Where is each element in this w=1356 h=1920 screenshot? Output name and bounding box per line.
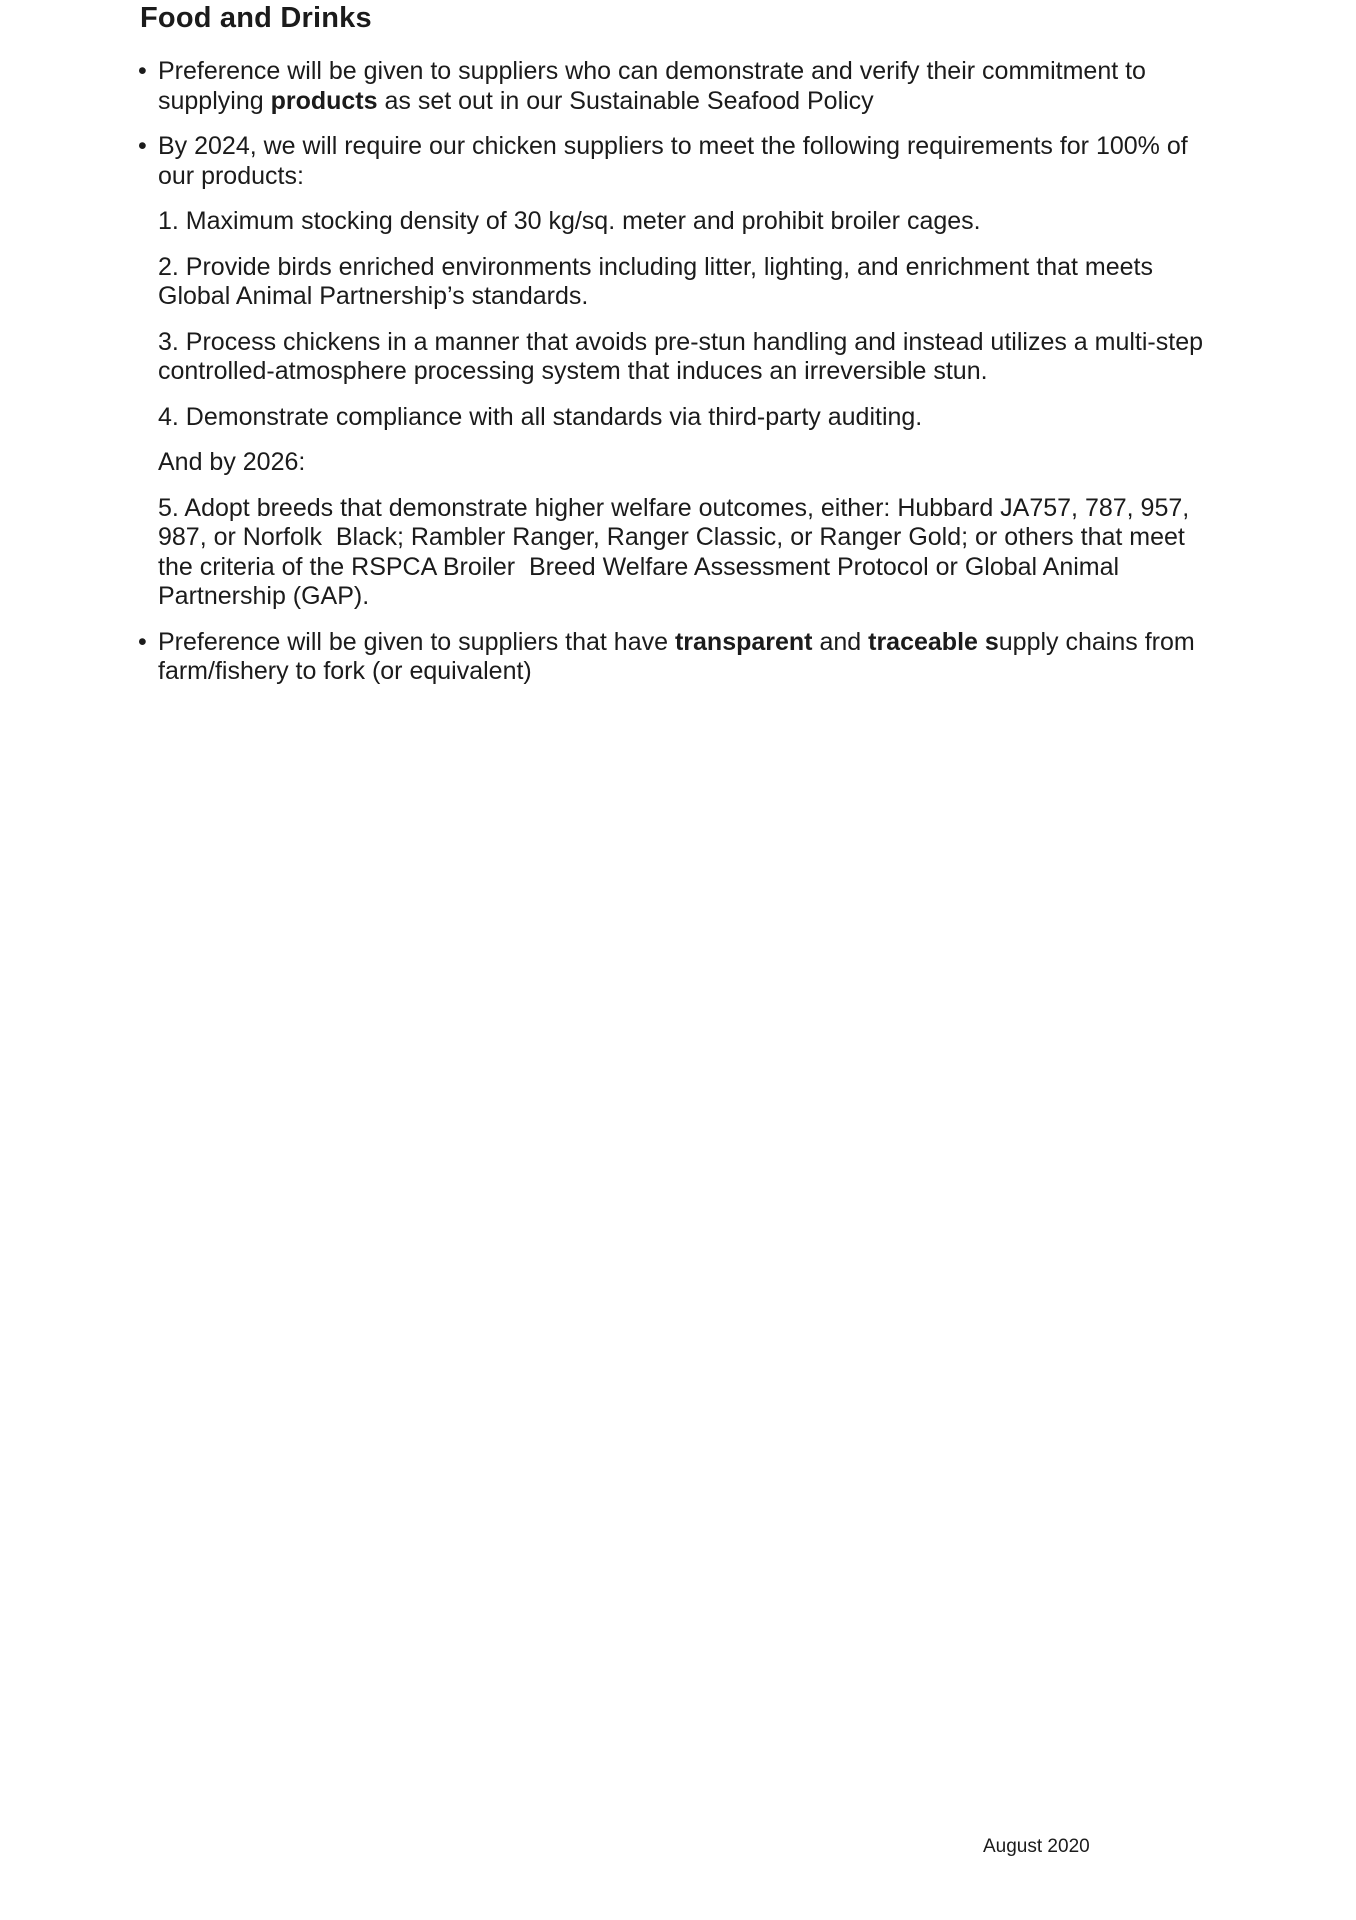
footer-date: August 2020 <box>983 1836 1090 1857</box>
indented-paragraph <box>158 253 1208 312</box>
bullet-item <box>138 57 1208 116</box>
page-title: Food and Drinks <box>140 2 372 34</box>
document-body <box>140 57 1356 687</box>
paragraph-text: 4. Demonstrate compliance with all standards via third-party auditing. <box>158 402 923 431</box>
bullet-item <box>138 627 1208 687</box>
indented-paragraph <box>158 448 1208 478</box>
paragraph-text: 5. Adopt breeds that demonstrate higher welfare outcomes, either: Hubbard JA757, 787, 957, 987, or Norfolk Black; Rambler Ranger, Ranger Classic, or Ranger Gold; or others that meet the criteria of the RSPCA Broiler Breed Welfare Assessment Protocol or Global Animal Partnership (GAP). <box>158 493 1197 610</box>
paragraph-text: 3. Process chickens in a manner that avoids pre-stun handling and instead utilizes a multi-step controlled-atmosphere processing system that induces an irreversible stun. <box>158 327 1210 385</box>
indented-paragraph <box>158 494 1208 612</box>
paragraph-text: And by 2026: <box>158 448 306 476</box>
indented-paragraph <box>158 207 1208 237</box>
bullet-item <box>138 132 1208 191</box>
bullet-marker: • <box>138 132 147 160</box>
paragraph-text: 1. Maximum stocking density of 30 kg/sq. meter and prohibit broiler cages. <box>158 207 981 235</box>
indented-paragraph <box>158 328 1208 387</box>
paragraph-text: Preference will be given to suppliers that have transparent and traceable supply chains from farm/fishery to fork (or equivalent) <box>158 627 1202 685</box>
bullet-marker: • <box>138 627 147 656</box>
paragraph-text: Preference will be given to suppliers who can demonstrate and verify their commitment to supplying products as set out in our Sustainable Seafood Policy <box>158 57 1153 115</box>
bullet-marker: • <box>138 57 147 85</box>
paragraph-text: By 2024, we will require our chicken suppliers to meet the following requirements for 100% of our products: <box>158 132 1195 190</box>
indented-paragraph <box>158 403 1208 433</box>
paragraph-text: 2. Provide birds enriched environments including litter, lighting, and enrichment that meets Global Animal Partnership’s standards. <box>158 252 1160 310</box>
